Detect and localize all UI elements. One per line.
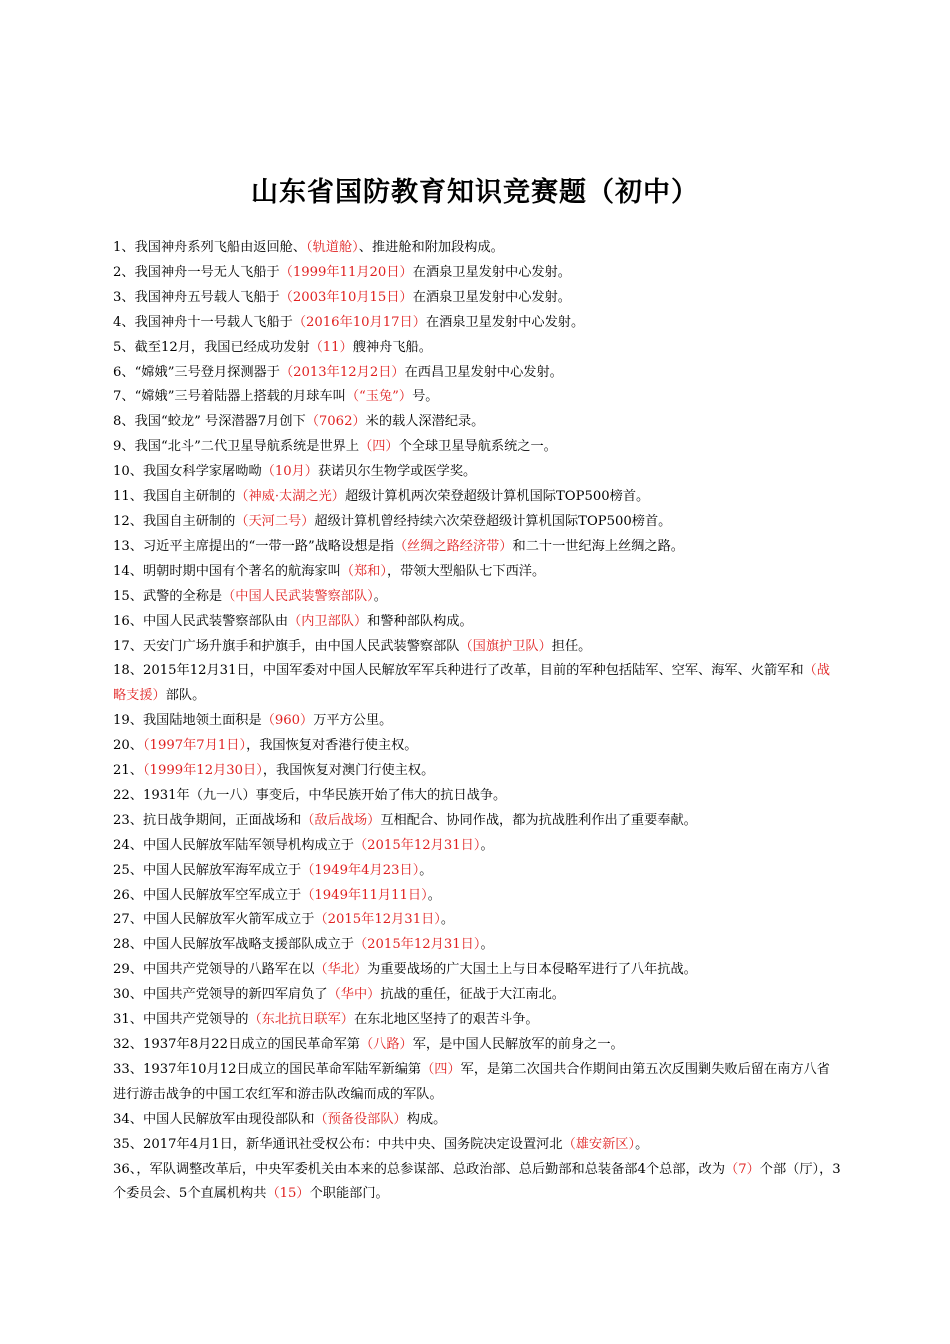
question-text: 、推进舱和附加段构成。: [358, 240, 504, 255]
answer-text: （天河二号）: [235, 513, 315, 529]
question-item: [113, 385, 843, 410]
answer-text: （1949年4月23日）: [301, 862, 420, 878]
question-text: 在酒泉卫星发射中心发射。: [412, 264, 571, 280]
answer-text: （战略支援）: [113, 663, 830, 704]
question-text: 。: [373, 588, 387, 604]
answer-text: （华中）: [327, 987, 381, 1003]
question-item: [113, 659, 843, 709]
question-text: ，我国恢复对澳门行使主权。: [262, 763, 435, 779]
question-item: [113, 560, 843, 585]
question-text: 和警种部队构成。: [367, 613, 473, 629]
answer-text: （2015年12月31日）: [314, 912, 441, 928]
question-text: 在西昌卫星发射中心发射。: [404, 364, 563, 380]
question-text: 担任。: [551, 638, 592, 654]
question-item: [113, 1033, 843, 1058]
question-text: 军，是第二次国共合作期间由第五次反围剿失败后留在南方八省进行游击战争的中国工农红军和游击队改编而成的军队。: [113, 1061, 830, 1102]
question-text: 。: [480, 937, 494, 953]
question-text: 29、中国共产党领导的八路军在以: [113, 962, 315, 978]
question-item: [113, 983, 843, 1008]
question-text: 26、中国人民解放军空军成立于: [113, 887, 302, 903]
question-item: [113, 610, 843, 635]
question-text: 互相配合、协同作战，都为抗战胜利作出了重要奉献。: [380, 812, 697, 828]
question-text: 抗战的重任，征战于大江南北。: [380, 987, 565, 1003]
question-text: 构成。: [406, 1111, 447, 1127]
question-text: 8、我国“蛟龙” 号深潜器7月创下: [113, 414, 306, 430]
answer-text: （中国人民武装警察部队）: [222, 588, 374, 604]
question-item: [113, 859, 843, 884]
question-item: [113, 1133, 843, 1158]
question-item: [113, 236, 843, 261]
question-text: ，带领大型船队七下西洋。: [386, 563, 546, 579]
answer-text: （2013年12月2日）: [279, 364, 405, 380]
question-item: [113, 1008, 843, 1033]
question-item: [113, 535, 843, 560]
question-text: 31、中国共产党领导的: [113, 1012, 249, 1028]
question-item: [113, 809, 843, 834]
question-item: [113, 585, 843, 610]
question-text: 36、，军队调整改革后，中央军委机关由本来的总参谋部、总政治部、总后勤部和总装备部4个总部，改为: [113, 1161, 726, 1177]
question-text: 9、我国“北斗”二代卫星导航系统是世界上: [113, 439, 360, 455]
answer-text: （轨道舱）: [306, 240, 359, 255]
question-item: [113, 435, 843, 460]
question-text: 。: [427, 887, 441, 903]
question-text: 在东北地区坚持了的艰苦斗争。: [353, 1012, 539, 1028]
question-item: [113, 908, 843, 933]
question-text: 获诺贝尔生物学或医学奖。: [318, 464, 477, 480]
question-item: [113, 485, 843, 510]
question-text: 25、中国人民解放军海军成立于: [113, 862, 302, 878]
question-item: [113, 510, 843, 535]
question-text: 17、天安门广场升旗手和护旗手，由中国人民武装警察部队: [113, 638, 460, 654]
question-item: [113, 261, 843, 286]
answer-text: （10月）: [261, 464, 318, 480]
answer-text: （四）: [421, 1061, 461, 1077]
question-text: 万平方公里。: [313, 713, 393, 729]
answer-text: （预备役部队）: [314, 1111, 407, 1127]
question-text: 24、中国人民解放军陆军领导机构成立于: [113, 837, 354, 853]
question-text: 在酒泉卫星发射中心发射。: [425, 314, 585, 330]
question-text: 19、我国陆地领土面积是: [113, 713, 262, 729]
answer-text: （国旗护卫队）: [459, 638, 552, 654]
question-text: 6、“嫦娥”三号登月探测器于: [113, 364, 280, 380]
question-text: 。: [635, 1136, 649, 1152]
answer-text: （八路）: [359, 1037, 413, 1052]
question-text: 为重要战场的广大国土上与日本侵略军进行了八年抗战。: [367, 962, 697, 978]
answer-text: （2015年12月31日）: [353, 937, 481, 953]
answer-text: （2003年10月15日）: [279, 289, 413, 305]
answer-text: （神威·太湖之光）: [235, 489, 345, 505]
question-text: 3、我国神舟五号载人飞船于: [113, 289, 280, 305]
question-text: 部队。: [165, 688, 206, 704]
answer-text: （“玉兔”）: [345, 389, 413, 405]
question-text: 18、2015年12月31日，中国军委对中国人民解放军军兵种进行了改革，目前的军种包括陆军、空军、海军、火箭军和: [113, 663, 804, 679]
question-item: [113, 1058, 843, 1108]
answer-text: （11）: [309, 339, 353, 355]
question-text: 超级计算机两次荣登超级计算机国际TOP500榜首。: [344, 489, 650, 505]
question-item: [113, 933, 843, 958]
question-item: [113, 834, 843, 859]
question-text: 艘神舟飞船。: [352, 339, 432, 355]
question-text: 和二十一世纪海上丝绸之路。: [512, 538, 684, 554]
answer-text: （雄安新区）: [562, 1136, 636, 1152]
question-item: [113, 1158, 843, 1208]
question-text: ，我国恢复对香港行使主权。: [246, 738, 418, 754]
question-text: 23、抗日战争期间，正面战场和: [113, 812, 302, 828]
question-text: 30、中国共产党领导的新四军肩负了: [113, 987, 328, 1003]
question-text: 20、: [113, 738, 143, 754]
answer-text: （960）: [261, 713, 314, 729]
question-text: 13、习近平主席提出的“一带一路”战略设想是指: [113, 538, 394, 554]
question-text: 14、明朝时期中国有个著名的航海家叫: [113, 563, 341, 579]
question-item: [113, 311, 843, 336]
answer-text: （郑和）: [340, 563, 387, 579]
question-item: [113, 635, 843, 660]
answer-text: （四）: [359, 439, 399, 455]
question-text: 个部（厅），3个委员会、5个直属机构共: [113, 1161, 841, 1202]
question-text: 11、我国自主研制的: [113, 489, 236, 505]
question-text: 34、中国人民解放军由现役部队和: [113, 1111, 315, 1127]
question-item: [113, 884, 843, 909]
question-item: [113, 286, 843, 311]
question-text: 10、我国女科学家屠呦呦: [113, 464, 262, 480]
question-item: [113, 709, 843, 734]
answer-text: （丝绸之路经济带）: [393, 538, 513, 554]
answer-text: （1999年11月20日）: [279, 264, 413, 280]
question-item: [113, 784, 843, 809]
question-text: 12、我国自主研制的: [113, 513, 236, 529]
question-text: 号。: [412, 389, 439, 405]
question-text: 33、1937年10月12日成立的国民革命军陆军新编第: [113, 1061, 422, 1077]
question-text: 。: [440, 912, 455, 928]
question-list: [113, 236, 843, 1207]
question-text: 1、我国神舟系列飞船由返回舱、: [113, 240, 307, 255]
answer-text: （内卫部队）: [288, 613, 368, 629]
answer-text: （1997年7月1日）: [142, 738, 247, 754]
question-text: 15、武警的全称是: [113, 588, 223, 604]
answer-text: （2016年10月17日）: [292, 314, 426, 330]
answer-text: （7062）: [305, 414, 366, 430]
question-text: 。: [419, 862, 433, 878]
page-title: 山东省国防教育知识竞赛题（初中）: [251, 177, 699, 208]
answer-text: （东北抗日联军）: [248, 1012, 354, 1028]
question-item: [113, 336, 843, 361]
question-text: 21、: [113, 763, 143, 779]
question-text: 32、1937年8月22日成立的国民革命军第: [113, 1037, 360, 1052]
question-text: 。: [480, 837, 494, 853]
answer-text: （15）: [266, 1186, 310, 1202]
answer-text: （7）: [725, 1161, 760, 1177]
question-text: 22、1931年（九一八）事变后，中华民族开始了伟大的抗日战争。: [113, 787, 507, 803]
question-item: [113, 734, 843, 759]
answer-text: （2015年12月31日）: [353, 837, 481, 853]
question-text: 35、2017年4月1日，新华通讯社受权公布：中共中央、国务院决定设置河北: [113, 1136, 563, 1152]
question-text: 超级计算机曾经持续六次荣登超级计算机国际TOP500榜首。: [314, 513, 672, 529]
answer-text: （敌后战场）: [301, 812, 381, 828]
question-item: [113, 410, 843, 435]
question-item: [113, 958, 843, 983]
question-item: [113, 460, 843, 485]
question-item: [113, 361, 843, 386]
question-text: 5、截至12月，我国已经成功发射: [113, 339, 310, 355]
question-text: 2、我国神舟一号无人飞船于: [113, 264, 280, 280]
question-text: 27、中国人民解放军火箭军成立于: [113, 912, 315, 928]
answer-text: （华北）: [314, 962, 368, 978]
question-text: 个职能部门。: [309, 1186, 389, 1202]
question-text: 7、“嫦娥”三号着陆器上搭载的月球车叫: [113, 389, 346, 405]
question-text: 16、中国人民武装警察部队由: [113, 613, 289, 629]
question-text: 4、我国神舟十一号载人飞船于: [113, 314, 293, 330]
question-text: 28、中国人民解放军战略支援部队成立于: [113, 937, 354, 953]
question-text: 个全球卫星导航系统之一。: [398, 439, 557, 455]
question-item: [113, 759, 843, 784]
question-text: 军，是中国人民解放军的前身之一。: [412, 1037, 624, 1052]
answer-text: （1999年12月30日）: [142, 763, 263, 779]
question-item: [113, 1108, 843, 1133]
question-text: 在酒泉卫星发射中心发射。: [412, 289, 571, 305]
question-text: 米的载人深潜纪录。: [365, 414, 485, 430]
answer-text: （1949年11月11日）: [301, 887, 428, 903]
